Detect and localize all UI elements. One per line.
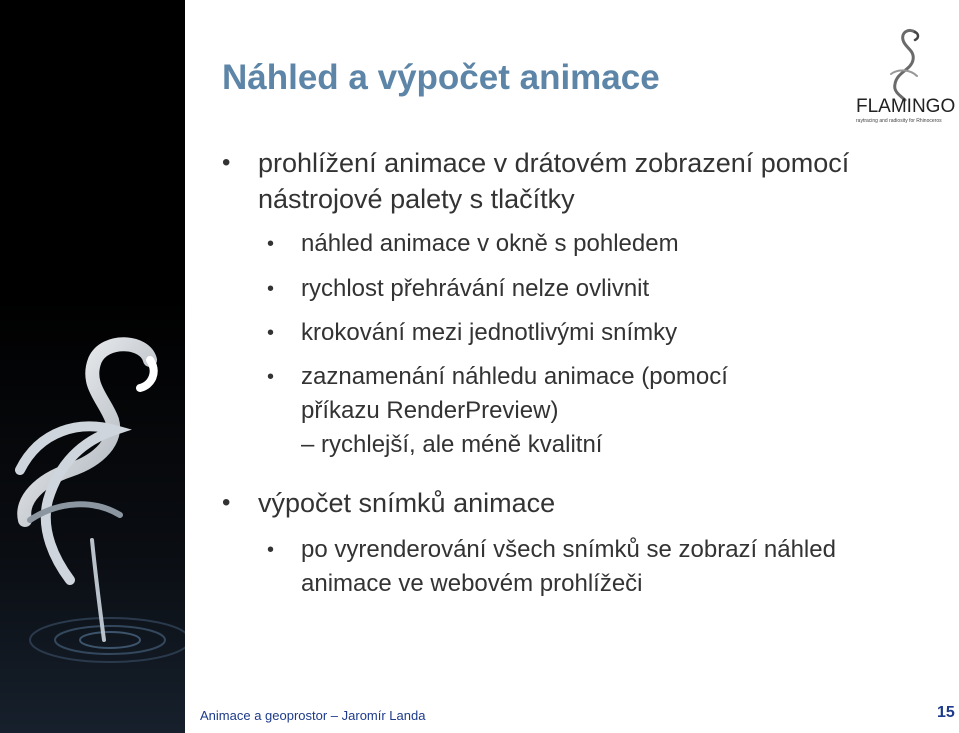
logo-tagline: raytracing and radiosity for Rhinoceros — [856, 118, 942, 124]
logo-wordmark: FLAMINGO — [856, 96, 956, 117]
sub-bullet-1-4: • zaznamenání náhledu animace (pomocí příkazu RenderPreview) — [301, 360, 771, 428]
page-number: 15 — [937, 704, 955, 721]
sub-bullet-2-1: • po vyrenderování všech snímků se zobrazí náhled animace ve webovém prohlížeči — [301, 533, 891, 601]
bullet-1: • prohlížení animace v drátovém zobrazení pomocí nástrojové palety s tlačítky — [258, 145, 898, 217]
bullet-2: • výpočet snímků animace — [258, 485, 898, 521]
sub-bullet-1-3: • krokování mezi jednotlivými snímky — [301, 316, 901, 350]
footer-text: Animace a geoprostor – Jaromír Landa — [200, 708, 426, 723]
slide-title: Náhled a výpočet animace — [222, 58, 660, 97]
sub-bullet-dash: – rychlejší, ale méně kvalitní — [301, 431, 603, 458]
decorative-sidebar — [0, 0, 185, 733]
sub-bullet-1-1: • náhled animace v okně s pohledem — [301, 227, 901, 261]
sub-bullet-1-2: • rychlost přehrávání nelze ovlivnit — [301, 272, 901, 306]
flamingo-graphic — [0, 0, 185, 733]
